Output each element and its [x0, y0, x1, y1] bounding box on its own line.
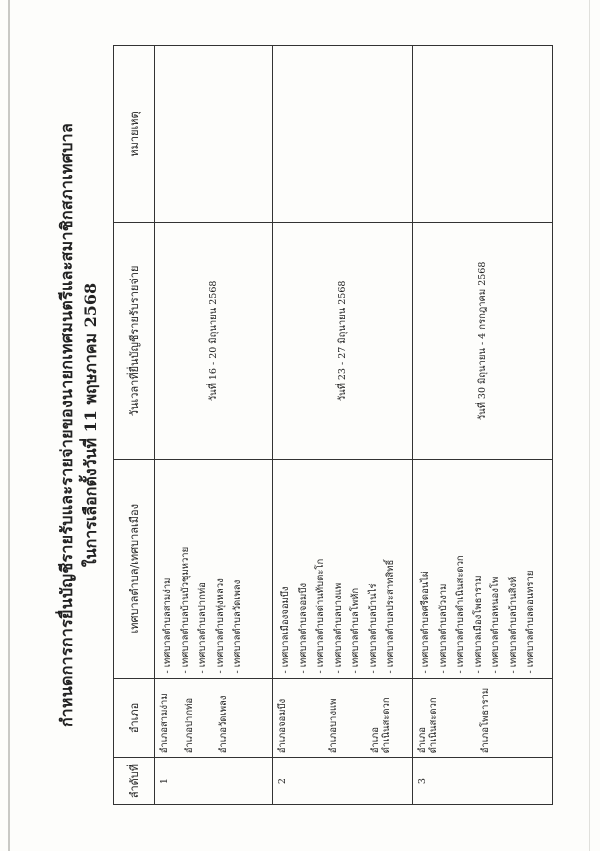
- document-title: กำหนดการการยื่นบัญชีรายรับและรายจ่ายของนายกเทศมนตรีและสมาชิกสภาเทศบาล: [57, 122, 76, 728]
- table-row: [413, 46, 553, 805]
- municipality-item: - เทศบาลตำบลประสาทสิทธิ์: [385, 559, 396, 674]
- municipality-item: - เทศบาลตำบลจอมบึง: [297, 583, 309, 674]
- schedule-table: [113, 45, 553, 805]
- document-subtitle: ในการเลือกตั้งวันที่ 11 พฤษภาคม 2568: [81, 282, 100, 568]
- table-header-row: [114, 46, 155, 805]
- header-remark: หมายเหตุ: [114, 46, 155, 223]
- row-period: วันที่ 16 - 20 มิถุนายน 2568: [155, 222, 273, 459]
- municipality-item: - เทศบาลตำบลดอนทราย: [525, 570, 536, 674]
- row-remark: [413, 46, 553, 223]
- header-no: ลำดับที่: [114, 758, 155, 805]
- municipality-item: - เทศบาลตำบลศรีดอนไผ่: [420, 571, 431, 674]
- amphoe-name: อำเภอสามง่าม: [159, 693, 170, 754]
- row-amphoe: [273, 678, 413, 758]
- row-municipalities: [413, 459, 553, 678]
- scan-edge-line: [8, 0, 10, 851]
- municipality-item: - เทศบาลตำบลบางแพ: [332, 582, 344, 674]
- row-municipalities: [273, 459, 413, 678]
- municipality-item: - เทศบาลตำบลสามง่าม: [162, 577, 173, 674]
- row-amphoe: [155, 678, 273, 758]
- amphoe-name: อำเภอโพธาราม: [479, 687, 491, 754]
- municipality-item: - เทศบาลตำบลบัวงาม: [437, 583, 449, 674]
- header-period: วันเวลาที่ยื่นบัญชีรายรับรายจ่าย: [114, 222, 155, 459]
- table-row: [273, 46, 413, 805]
- row-remark: [155, 46, 273, 223]
- header-amphoe: อำเภอ: [114, 678, 155, 758]
- amphoe-name: อำเภอวัดเพลง: [217, 695, 229, 754]
- amphoe-name: อำเภอปากท่อ: [184, 697, 196, 754]
- row-municipalities: [155, 459, 273, 678]
- municipality-item: - เทศบาลเมืองโพธาราม: [472, 575, 484, 674]
- document-sheet: [55, 45, 535, 805]
- amphoe-name: อำเภอบางแพ: [328, 698, 340, 754]
- municipality-item: - เทศบาลตำบลโพหัก: [350, 587, 361, 674]
- municipality-item: - เทศบาลตำบลวัดเพลง: [232, 579, 243, 674]
- municipality-item: - เทศบาลตำบลบ้านสิงห์: [507, 576, 519, 674]
- table-row: [155, 46, 273, 805]
- municipality-item: - เทศบาลตำบลดำเนินสะดวก: [455, 555, 466, 674]
- row-period: วันที่ 30 มิถุนายน - 4 กรกฎาคม 2568: [413, 222, 553, 459]
- municipality-item: - เทศบาลตำบลหนองโพ: [490, 576, 501, 674]
- municipality-item: - เทศบาลตำบลบ้านไร่: [367, 583, 379, 674]
- amphoe-name: อำเภอดำเนินสะดวก: [369, 697, 393, 754]
- municipality-item: - เทศบาลตำบลด่านทับตะโก: [315, 558, 326, 674]
- header-municipality: เทศบาลตำบล/เทศบาลเมือง: [114, 459, 155, 678]
- row-remark: [273, 46, 413, 223]
- municipality-item: - เทศบาลตำบลบ้านบัวชุมหวาย: [179, 546, 191, 674]
- amphoe-name: อำเภอจอมบึง: [277, 698, 288, 754]
- amphoe-name: อำเภอดำเนินสะดวก: [417, 697, 440, 754]
- municipality-item: - เทศบาลเมืองจอมบึง: [280, 586, 291, 674]
- municipality-item: - เทศบาลตำบลปากท่อ: [197, 582, 208, 674]
- row-no: 3: [413, 758, 553, 805]
- row-period: วันที่ 23 - 27 มิถุนายน 2568: [273, 222, 413, 459]
- row-no: 2: [273, 758, 413, 805]
- row-no: 1: [155, 758, 273, 805]
- municipality-item: - เทศบาลตำบลทุ่งหลวง: [214, 578, 226, 674]
- scan-edge-line-right: [589, 0, 590, 851]
- row-amphoe: [413, 678, 553, 758]
